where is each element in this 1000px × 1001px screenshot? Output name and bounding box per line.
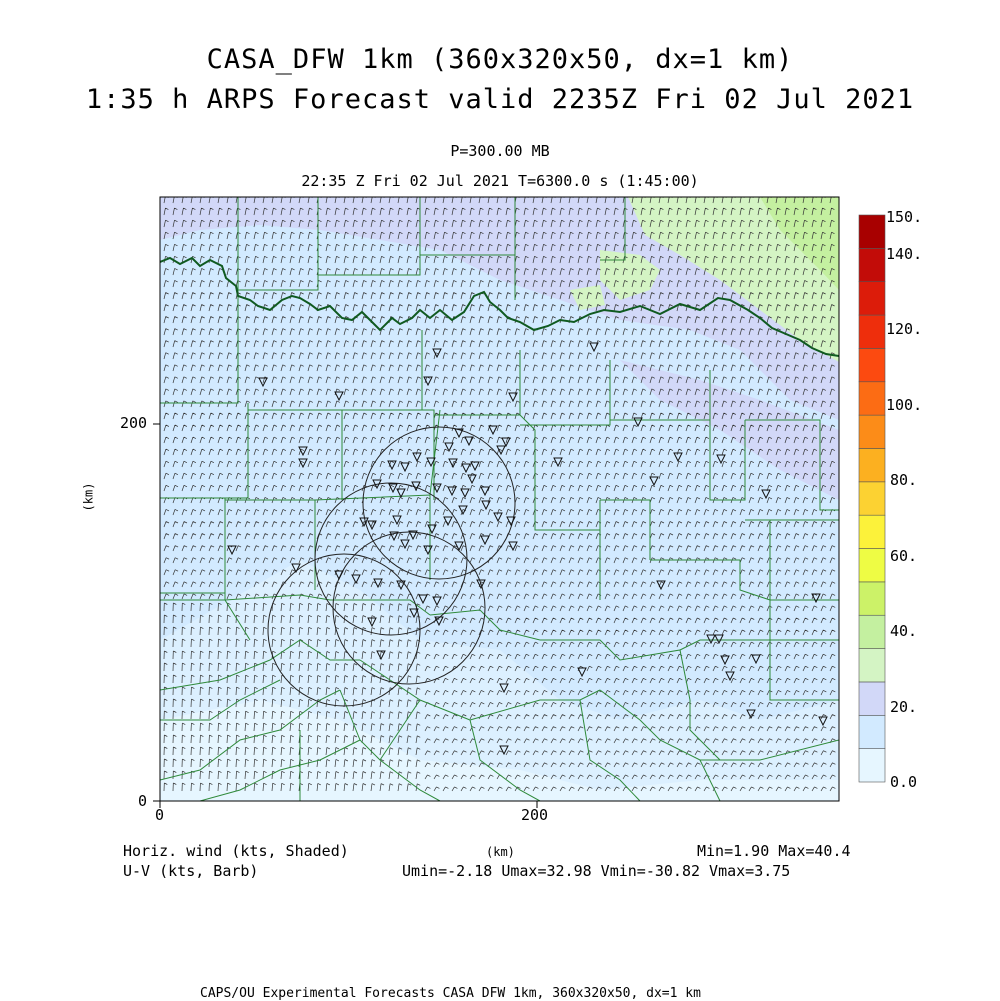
colorbar-swatch [859,682,885,715]
colorbar-swatch [859,415,885,448]
colorbar-swatch [859,715,885,748]
chart-title: CASA_DFW 1km (360x320x50, dx=1 km) [206,44,794,75]
valid-time: 22:35 Z Fri 02 Jul 2021 T=6300.0 s (1:45:00) [301,172,699,190]
colorbar-label: 140. [886,245,923,263]
barb-label: U-V (kts, Barb) [123,862,259,880]
colorbar [859,215,885,782]
colorbar-swatch [859,549,885,582]
colorbar-swatch [859,448,885,481]
colorbar-label: 150. [886,208,923,226]
colorbar-label: 120. [886,320,923,338]
colorbar-label: 20. [890,698,918,716]
colorbar-swatch [859,749,885,782]
pressure-level: P=300.00 MB [450,142,550,160]
chart-subtitle: 1:35 h ARPS Forecast valid 2235Z Fri 02 Jul 2021 [85,84,915,115]
colorbar-label: 60. [890,547,918,565]
colorbar-swatch [859,215,885,248]
credit-line: CAPS/OU Experimental Forecasts CASA DFW 1km, 360x320x50, dx=1 km [200,986,701,1001]
colorbar-swatch [859,315,885,348]
colorbar-label: 100. [886,396,923,414]
colorbar-swatch [859,482,885,515]
wind-speed-shading [160,197,839,801]
field-label: Horiz. wind (kts, Shaded) [123,842,349,860]
y-tick-label: 200 [120,414,148,432]
x-tick-label: 0 [155,806,165,824]
colorbar-swatch [859,515,885,548]
uv-stats: Umin=-2.18 Umax=32.98 Vmin=-30.82 Vmax=3.75 [402,862,791,880]
colorbar-swatch [859,615,885,648]
colorbar-swatch [859,582,885,615]
colorbar-swatch [859,382,885,415]
colorbar-label: 0.0 [890,773,918,791]
colorbar-swatch [859,248,885,281]
y-axis-label: (km) [81,482,96,512]
colorbar-label: 40. [890,622,918,640]
min-max-stats: Min=1.90 Max=40.4 [697,842,851,860]
x-tick-label: 200 [521,806,549,824]
colorbar-label: 80. [890,471,918,489]
colorbar-swatch [859,649,885,682]
y-tick-label: 0 [138,792,148,810]
x-axis-label: (km) [486,845,515,859]
colorbar-swatch [859,282,885,315]
colorbar-swatch [859,348,885,381]
